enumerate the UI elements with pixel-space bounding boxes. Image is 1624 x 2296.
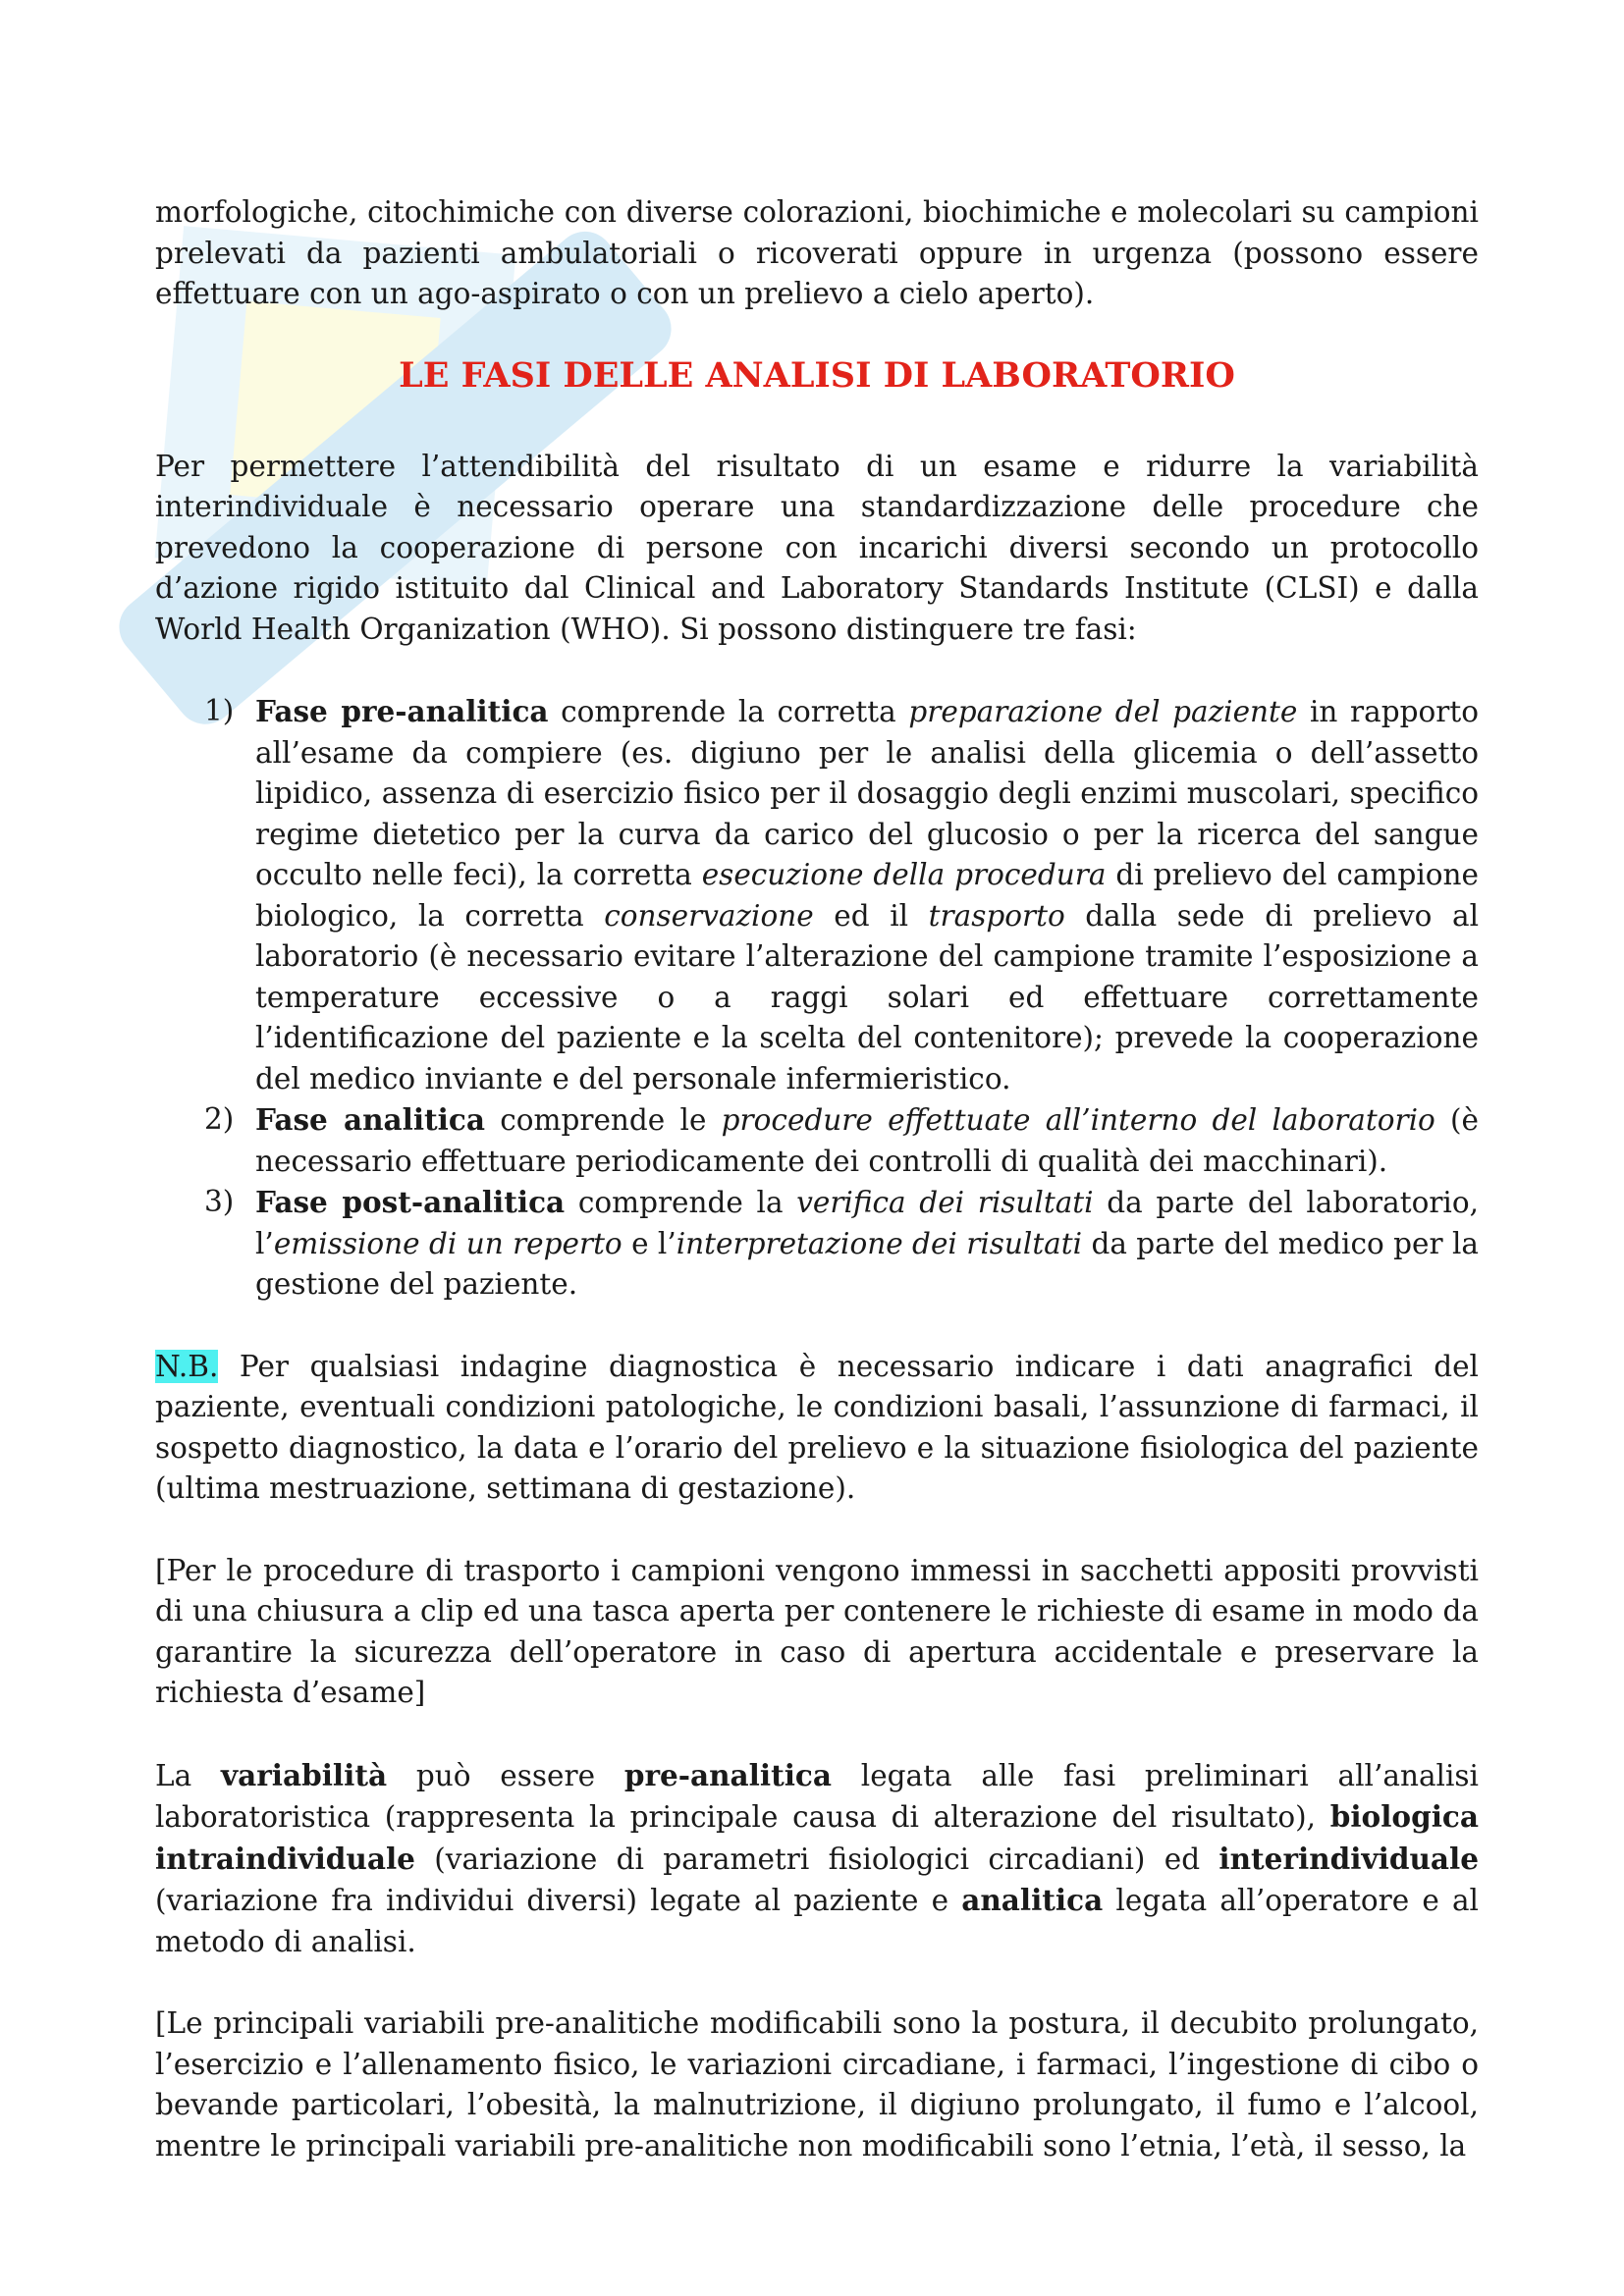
phase-item-pre-analytic bbox=[155, 691, 1479, 1099]
phase-emphasis: interpretazione dei risultati bbox=[676, 1226, 1083, 1260]
intro-paragraph: morfologiche, citochimiche con diverse colorazioni, biochimiche e molecolari su campioni prelevati da pazienti ambulatoriali o ricoverati oppure in urgenza (possono essere effettuare con un ago-aspirato o con un prelievo a cielo aperto). bbox=[155, 195, 1479, 310]
variability-term: pre-analitica bbox=[623, 1757, 832, 1792]
note-text: Per qualsiasi indagine diagnostica è necessario indicare i dati anagrafici del paziente, eventuali condizioni patologiche, le condizioni basali, l’assunzione di farmaci, il sospetto diagnostico, la data e l’orario del prelievo e la situazione fisiologica del paziente (ultima mestruazione, settimana di gestazione). bbox=[155, 1349, 1479, 1505]
list-number: 3) bbox=[204, 1185, 235, 1218]
variability-text: La bbox=[155, 1758, 221, 1792]
phase-text: e l’ bbox=[622, 1226, 677, 1260]
list-number: 1) bbox=[204, 694, 235, 727]
note-paragraph bbox=[155, 1347, 1479, 1510]
phase-emphasis: emissione di un reperto bbox=[273, 1226, 623, 1260]
phase-text: di prelievo del campione biologico, la corretta bbox=[255, 858, 1480, 933]
phase-item-analytic bbox=[155, 1099, 1479, 1182]
variability-text: legata all’operatore e al metodo di analisi. bbox=[155, 1884, 1479, 1958]
phase-text: ed il bbox=[813, 898, 929, 933]
phase-term: Fase post-analitica bbox=[255, 1185, 566, 1219]
variability-text: può essere bbox=[387, 1758, 624, 1792]
phase-emphasis: preparazione del paziente bbox=[908, 695, 1298, 728]
variability-term: interindividuale bbox=[1218, 1841, 1479, 1876]
variability-term: analitica bbox=[961, 1883, 1104, 1917]
variables-paragraph: [Le principali variabili pre-analitiche modificabili sono la postura, il decubito prolungato, l’esercizio e l’allenamento fisico, le variazioni circadiane, i farmaci, l’ingestione di cibo o bevande particolari, l’obesità, la malnutrizione, il digiuno prolungato, il fumo e l’alcool, mentre le principali variabili pre-analitiche non modificabili sono l’etnia, l’età, il sesso, la bbox=[155, 2006, 1479, 2163]
section-title: LE FASI DELLE ANALISI DI LABORATORIO bbox=[399, 354, 1235, 396]
phase-emphasis: conservazione bbox=[604, 898, 814, 933]
phase-emphasis: procedure effettuate all’interno del laboratorio bbox=[721, 1103, 1435, 1137]
phase-text: da parte del medico per la gestione del paziente. bbox=[255, 1226, 1479, 1301]
variability-term: variabilità bbox=[220, 1757, 388, 1792]
phase-item-post-analytic bbox=[155, 1182, 1479, 1306]
phase-text: dalla sede di prelievo al laboratorio (è necessario evitare l’alterazione del campione tramite l’esposizione a temperature eccessive o a raggi solari ed effettuare correttamente l’identificazione del paziente e la scelta del contenitore); prevede la cooperazione del medico inviante e del personale infermieristico. bbox=[255, 898, 1480, 1095]
variability-text: (variazione fra individui diversi) legate al paziente e bbox=[155, 1884, 962, 1917]
variability-text: legata alle fasi preliminari all’analisi laboratoristica (rappresenta la principale causa di alterazione del risultato), bbox=[155, 1758, 1479, 1834]
document-page bbox=[155, 192, 1479, 2166]
phase-text: comprende la corretta bbox=[548, 695, 909, 728]
phase-emphasis: esecuzione della procedura bbox=[701, 858, 1107, 891]
list-number: 2) bbox=[204, 1102, 235, 1136]
transport-paragraph: [Per le procedure di trasporto i campioni vengono immessi in sacchetti appositi provvisti di una chiusura a clip ed una tasca aperta per contenere le richieste di esame in modo da garantire la sicurezza dell’operatore in caso di apertura accidentale e preservare la richiesta d’esame] bbox=[155, 1553, 1479, 1709]
phase-emphasis: verifica dei risultati bbox=[796, 1186, 1094, 1219]
standardization-paragraph: Per permettere l’attendibilità del risultato di un esame e ridurre la variabilità interindividuale è necessario operare una standardizzazione delle procedure che prevedono la cooperazione di persone con incarichi diversi secondo un protocollo d’azione rigido istituito dal Clinical and Laboratory Standards Institute (CLSI) e dalla World Health Organization (WHO). Si possono distinguere tre fasi: bbox=[155, 449, 1479, 646]
phase-emphasis: trasporto bbox=[928, 898, 1065, 933]
phase-text: da parte del laboratorio, l’ bbox=[255, 1186, 1480, 1260]
phase-text: comprende la bbox=[565, 1186, 797, 1219]
phase-text: (è necessario effettuare periodicamente dei controlli di qualità dei macchinari). bbox=[255, 1103, 1479, 1178]
phases-list bbox=[155, 691, 1479, 1306]
variability-text: (variazione di parametri fisiologici circadiani) ed bbox=[414, 1842, 1219, 1876]
phase-term: Fase pre-analitica bbox=[255, 694, 549, 728]
phase-text: comprende le bbox=[484, 1103, 722, 1137]
phase-text: in rapporto all’esame da compiere (es. digiuno per le analisi della glicemia o dell’assetto lipidico, assenza di esercizio fisico per il dosaggio degli enzimi muscolari, specifico regime dietetico per la curva da carico del glucosio o per la ricerca del sangue occulto nelle feci), la corretta bbox=[255, 695, 1479, 891]
phase-term: Fase analitica bbox=[255, 1102, 485, 1137]
note-label-highlight: N.B. bbox=[155, 1349, 219, 1383]
variability-term: biologica intraindividuale bbox=[155, 1799, 1479, 1876]
variability-paragraph bbox=[155, 1755, 1479, 1963]
